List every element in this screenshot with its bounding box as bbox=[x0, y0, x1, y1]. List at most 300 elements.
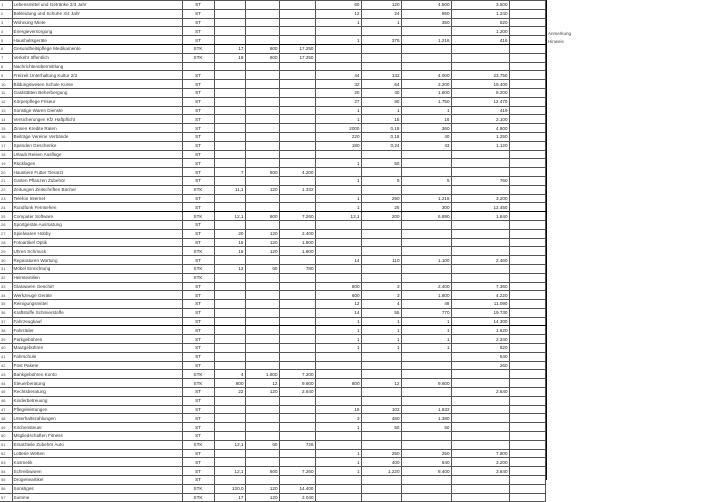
value-cell[interactable] bbox=[245, 132, 279, 141]
value-cell[interactable]: 540 bbox=[451, 352, 509, 361]
row-number-cell[interactable]: 57 bbox=[0, 493, 12, 502]
value-cell[interactable]: 820 bbox=[451, 344, 509, 353]
value-cell[interactable]: 4.220 bbox=[451, 291, 509, 300]
value-cell[interactable] bbox=[279, 124, 315, 133]
value-cell[interactable]: 12 bbox=[361, 379, 401, 388]
unit-cell[interactable]: STK bbox=[182, 44, 214, 53]
value-cell[interactable]: 64 bbox=[361, 80, 401, 89]
value-cell[interactable] bbox=[279, 203, 315, 212]
value-cell[interactable]: 770 bbox=[401, 308, 451, 317]
value-cell[interactable]: 7.360 bbox=[451, 282, 509, 291]
value-cell[interactable] bbox=[214, 88, 245, 97]
value-cell[interactable] bbox=[245, 344, 279, 353]
value-cell[interactable] bbox=[214, 97, 245, 106]
value-cell[interactable] bbox=[509, 220, 545, 229]
value-cell[interactable] bbox=[279, 300, 315, 309]
description-cell[interactable]: Sportgeräte Ausrüstung bbox=[12, 220, 182, 229]
value-cell[interactable] bbox=[451, 440, 509, 449]
unit-cell[interactable]: ST bbox=[182, 115, 214, 124]
row-number-cell[interactable]: 25 bbox=[0, 212, 12, 221]
unit-cell[interactable]: ST bbox=[182, 106, 214, 115]
value-cell[interactable] bbox=[245, 71, 279, 80]
value-cell[interactable]: 2.400 bbox=[401, 282, 451, 291]
value-cell[interactable] bbox=[279, 352, 315, 361]
description-cell[interactable]: Beiträge Vereine Verbände bbox=[12, 132, 182, 141]
value-cell[interactable] bbox=[245, 335, 279, 344]
row-number-cell[interactable]: 22 bbox=[0, 185, 12, 194]
value-cell[interactable]: 419 bbox=[451, 106, 509, 115]
description-cell[interactable]: Heimtextilien bbox=[12, 273, 182, 282]
value-cell[interactable]: 40 bbox=[361, 88, 401, 97]
description-cell[interactable]: Gaststätten Beherbergung bbox=[12, 88, 182, 97]
value-cell[interactable] bbox=[401, 229, 451, 238]
value-cell[interactable]: 20 bbox=[214, 229, 245, 238]
value-cell[interactable]: 1.800 bbox=[279, 247, 315, 256]
row-number-cell[interactable]: 12 bbox=[0, 97, 12, 106]
unit-cell[interactable]: STK bbox=[182, 484, 214, 493]
description-cell[interactable]: Rücklagen bbox=[12, 159, 182, 168]
value-cell[interactable] bbox=[451, 247, 509, 256]
description-cell[interactable]: Mautgebühren bbox=[12, 344, 182, 353]
value-cell[interactable] bbox=[279, 396, 315, 405]
unit-cell[interactable]: ST bbox=[182, 80, 214, 89]
value-cell[interactable]: 1 bbox=[315, 159, 361, 168]
value-cell[interactable]: 1.100 bbox=[401, 256, 451, 265]
row-number-cell[interactable]: 6 bbox=[0, 44, 12, 53]
value-cell[interactable]: 27 bbox=[315, 97, 361, 106]
value-cell[interactable] bbox=[214, 344, 245, 353]
description-cell[interactable]: Ersatzteile Zubehör Auto bbox=[12, 440, 182, 449]
value-cell[interactable] bbox=[451, 150, 509, 159]
value-cell[interactable] bbox=[214, 62, 245, 71]
row-number-cell[interactable]: 32 bbox=[0, 273, 12, 282]
value-cell[interactable] bbox=[315, 62, 361, 71]
value-cell[interactable] bbox=[279, 18, 315, 27]
value-cell[interactable] bbox=[245, 476, 279, 485]
value-cell[interactable] bbox=[214, 414, 245, 423]
value-cell[interactable] bbox=[214, 273, 245, 282]
value-cell[interactable]: 80 bbox=[361, 97, 401, 106]
value-cell[interactable] bbox=[245, 405, 279, 414]
unit-cell[interactable]: ST bbox=[182, 159, 214, 168]
description-cell[interactable]: Urlaub Reisen Ausflüge bbox=[12, 150, 182, 159]
row-number-cell[interactable]: 42 bbox=[0, 361, 12, 370]
value-cell[interactable] bbox=[214, 27, 245, 36]
value-cell[interactable] bbox=[451, 273, 509, 282]
value-cell[interactable]: 1.220 bbox=[361, 467, 401, 476]
value-cell[interactable]: 1.620 bbox=[451, 326, 509, 335]
value-cell[interactable] bbox=[401, 370, 451, 379]
value-cell[interactable] bbox=[245, 18, 279, 27]
description-cell[interactable]: Unterhaltszahlungen bbox=[12, 414, 182, 423]
value-cell[interactable]: 120 bbox=[245, 247, 279, 256]
row-number-cell[interactable]: 55 bbox=[0, 476, 12, 485]
description-cell[interactable]: Bildungswesen Schule Kurse bbox=[12, 80, 182, 89]
value-cell[interactable] bbox=[509, 493, 545, 502]
value-cell[interactable]: 12 bbox=[245, 379, 279, 388]
unit-cell[interactable]: STK bbox=[182, 264, 214, 273]
description-cell[interactable]: Zeitungen Zeitschriften Bücher bbox=[12, 185, 182, 194]
value-cell[interactable]: 360 bbox=[401, 124, 451, 133]
unit-cell[interactable]: ST bbox=[182, 344, 214, 353]
unit-cell[interactable]: ST bbox=[182, 124, 214, 133]
value-cell[interactable]: 600 bbox=[245, 212, 279, 221]
unit-cell[interactable]: ST bbox=[182, 388, 214, 397]
row-number-cell[interactable]: 2 bbox=[0, 9, 12, 18]
value-cell[interactable]: 8.200 bbox=[451, 88, 509, 97]
value-cell[interactable] bbox=[214, 150, 245, 159]
value-cell[interactable] bbox=[451, 220, 509, 229]
value-cell[interactable] bbox=[315, 229, 361, 238]
value-cell[interactable] bbox=[451, 44, 509, 53]
value-cell[interactable]: 12,1 bbox=[214, 212, 245, 221]
unit-cell[interactable]: ST bbox=[182, 361, 214, 370]
value-cell[interactable] bbox=[361, 432, 401, 441]
value-cell[interactable] bbox=[509, 71, 545, 80]
value-cell[interactable]: 15 bbox=[214, 238, 245, 247]
value-cell[interactable] bbox=[245, 432, 279, 441]
value-cell[interactable] bbox=[245, 27, 279, 36]
value-cell[interactable] bbox=[279, 115, 315, 124]
value-cell[interactable] bbox=[361, 220, 401, 229]
value-cell[interactable] bbox=[509, 238, 545, 247]
description-cell[interactable]: Nachrichtenübermittlung bbox=[12, 62, 182, 71]
value-cell[interactable]: 2.100 bbox=[451, 115, 509, 124]
value-cell[interactable] bbox=[509, 326, 545, 335]
value-cell[interactable] bbox=[451, 229, 509, 238]
value-cell[interactable]: 9.600 bbox=[401, 379, 451, 388]
value-cell[interactable]: 4 bbox=[361, 300, 401, 309]
value-cell[interactable] bbox=[245, 115, 279, 124]
value-cell[interactable] bbox=[279, 27, 315, 36]
value-cell[interactable] bbox=[214, 71, 245, 80]
value-cell[interactable]: 16 bbox=[315, 405, 361, 414]
value-cell[interactable]: 17.250 bbox=[279, 53, 315, 62]
row-number-cell[interactable]: 1 bbox=[0, 1, 12, 10]
description-cell[interactable]: Bankgebühren Konto bbox=[12, 370, 182, 379]
value-cell[interactable] bbox=[509, 379, 545, 388]
value-cell[interactable] bbox=[315, 27, 361, 36]
value-cell[interactable] bbox=[509, 115, 545, 124]
value-cell[interactable]: 19.400 bbox=[451, 80, 509, 89]
value-cell[interactable] bbox=[315, 361, 361, 370]
value-cell[interactable]: 18 bbox=[214, 53, 245, 62]
value-cell[interactable] bbox=[509, 212, 545, 221]
value-cell[interactable] bbox=[279, 361, 315, 370]
value-cell[interactable]: 1 bbox=[315, 106, 361, 115]
value-cell[interactable] bbox=[315, 168, 361, 177]
description-cell[interactable]: Computer Software bbox=[12, 212, 182, 221]
value-cell[interactable] bbox=[451, 370, 509, 379]
value-cell[interactable]: 14.400 bbox=[279, 484, 315, 493]
unit-cell[interactable]: STK bbox=[182, 53, 214, 62]
value-cell[interactable] bbox=[279, 458, 315, 467]
value-cell[interactable] bbox=[361, 352, 401, 361]
value-cell[interactable]: 60 bbox=[245, 440, 279, 449]
value-cell[interactable]: 800 bbox=[315, 379, 361, 388]
value-cell[interactable] bbox=[214, 291, 245, 300]
value-cell[interactable] bbox=[245, 176, 279, 185]
value-cell[interactable]: 4.800 bbox=[451, 124, 509, 133]
value-cell[interactable] bbox=[451, 264, 509, 273]
value-cell[interactable] bbox=[451, 185, 509, 194]
value-cell[interactable] bbox=[509, 176, 545, 185]
value-cell[interactable]: 55 bbox=[361, 308, 401, 317]
value-cell[interactable] bbox=[245, 414, 279, 423]
row-number-cell[interactable]: 49 bbox=[0, 423, 12, 432]
value-cell[interactable] bbox=[509, 484, 545, 493]
value-cell[interactable] bbox=[315, 44, 361, 53]
value-cell[interactable] bbox=[279, 317, 315, 326]
unit-cell[interactable]: ST bbox=[182, 132, 214, 141]
value-cell[interactable] bbox=[214, 326, 245, 335]
unit-cell[interactable]: ST bbox=[182, 326, 214, 335]
description-cell[interactable]: Glaswaren Geschirr bbox=[12, 282, 182, 291]
value-cell[interactable] bbox=[509, 414, 545, 423]
value-cell[interactable] bbox=[279, 97, 315, 106]
value-cell[interactable] bbox=[509, 335, 545, 344]
value-cell[interactable] bbox=[214, 458, 245, 467]
value-cell[interactable]: 400 bbox=[361, 458, 401, 467]
value-cell[interactable] bbox=[279, 220, 315, 229]
value-cell[interactable]: 17 bbox=[214, 44, 245, 53]
row-number-cell[interactable]: 4 bbox=[0, 27, 12, 36]
value-cell[interactable] bbox=[361, 185, 401, 194]
row-number-cell[interactable]: 19 bbox=[0, 159, 12, 168]
description-cell[interactable]: Summe bbox=[12, 493, 182, 502]
description-cell[interactable]: Wohnung Miete bbox=[12, 18, 182, 27]
row-number-cell[interactable]: 14 bbox=[0, 115, 12, 124]
unit-cell[interactable]: ST bbox=[182, 458, 214, 467]
value-cell[interactable] bbox=[509, 467, 545, 476]
value-cell[interactable] bbox=[214, 432, 245, 441]
value-cell[interactable]: 1 bbox=[315, 326, 361, 335]
value-cell[interactable]: 1.800 bbox=[401, 88, 451, 97]
value-cell[interactable]: 1 bbox=[361, 335, 401, 344]
value-cell[interactable]: 1 bbox=[315, 458, 361, 467]
value-cell[interactable]: 7.260 bbox=[279, 212, 315, 221]
value-cell[interactable] bbox=[451, 432, 509, 441]
value-cell[interactable] bbox=[361, 440, 401, 449]
description-cell[interactable]: Gesundheitspflege Medikamente bbox=[12, 44, 182, 53]
description-cell[interactable]: Rechtsberatung bbox=[12, 388, 182, 397]
row-number-cell[interactable]: 43 bbox=[0, 370, 12, 379]
value-cell[interactable] bbox=[245, 300, 279, 309]
value-cell[interactable] bbox=[451, 159, 509, 168]
row-number-cell[interactable]: 3 bbox=[0, 18, 12, 27]
description-cell[interactable]: Fahrzeugkauf bbox=[12, 317, 182, 326]
unit-cell[interactable]: ST bbox=[182, 308, 214, 317]
value-cell[interactable] bbox=[509, 370, 545, 379]
value-cell[interactable] bbox=[361, 150, 401, 159]
value-cell[interactable] bbox=[509, 27, 545, 36]
value-cell[interactable] bbox=[451, 396, 509, 405]
value-cell[interactable] bbox=[245, 124, 279, 133]
value-cell[interactable]: 375 bbox=[361, 36, 401, 45]
value-cell[interactable] bbox=[245, 396, 279, 405]
row-number-cell[interactable]: 26 bbox=[0, 220, 12, 229]
value-cell[interactable] bbox=[245, 361, 279, 370]
value-cell[interactable]: 4.200 bbox=[279, 168, 315, 177]
value-cell[interactable] bbox=[245, 291, 279, 300]
value-cell[interactable]: 290 bbox=[361, 194, 401, 203]
value-cell[interactable]: 120 bbox=[245, 185, 279, 194]
row-number-cell[interactable]: 17 bbox=[0, 141, 12, 150]
value-cell[interactable]: 120 bbox=[245, 238, 279, 247]
value-cell[interactable] bbox=[509, 291, 545, 300]
value-cell[interactable]: 800 bbox=[214, 379, 245, 388]
unit-cell[interactable]: ST bbox=[182, 414, 214, 423]
row-number-cell[interactable]: 37 bbox=[0, 317, 12, 326]
value-cell[interactable] bbox=[509, 256, 545, 265]
value-cell[interactable]: 1 bbox=[315, 317, 361, 326]
value-cell[interactable]: 200 bbox=[361, 212, 401, 221]
value-cell[interactable] bbox=[245, 62, 279, 71]
value-cell[interactable] bbox=[401, 62, 451, 71]
value-cell[interactable] bbox=[245, 256, 279, 265]
value-cell[interactable] bbox=[245, 88, 279, 97]
value-cell[interactable]: 600 bbox=[245, 467, 279, 476]
value-cell[interactable] bbox=[245, 194, 279, 203]
value-cell[interactable]: 300 bbox=[401, 203, 451, 212]
value-cell[interactable]: 23.750 bbox=[451, 71, 509, 80]
value-cell[interactable] bbox=[245, 97, 279, 106]
value-cell[interactable] bbox=[361, 229, 401, 238]
row-number-cell[interactable]: 29 bbox=[0, 247, 12, 256]
value-cell[interactable] bbox=[509, 150, 545, 159]
value-cell[interactable] bbox=[509, 388, 545, 397]
value-cell[interactable] bbox=[279, 256, 315, 265]
value-cell[interactable]: 0,18 bbox=[361, 124, 401, 133]
description-cell[interactable]: Spielwaren Hobby bbox=[12, 229, 182, 238]
unit-cell[interactable]: ST bbox=[182, 141, 214, 150]
value-cell[interactable]: 24 bbox=[361, 9, 401, 18]
value-cell[interactable] bbox=[401, 264, 451, 273]
value-cell[interactable]: 50 bbox=[361, 423, 401, 432]
value-cell[interactable]: 7.800 bbox=[451, 449, 509, 458]
value-cell[interactable]: 600 bbox=[245, 53, 279, 62]
value-cell[interactable] bbox=[315, 247, 361, 256]
unit-cell[interactable]: ST bbox=[182, 176, 214, 185]
value-cell[interactable] bbox=[509, 273, 545, 282]
description-cell[interactable]: Werkzeuge Geräte bbox=[12, 291, 182, 300]
value-cell[interactable] bbox=[509, 308, 545, 317]
value-cell[interactable] bbox=[279, 335, 315, 344]
unit-cell[interactable]: STK bbox=[182, 370, 214, 379]
value-cell[interactable] bbox=[451, 476, 509, 485]
value-cell[interactable] bbox=[401, 352, 451, 361]
value-cell[interactable] bbox=[361, 27, 401, 36]
value-cell[interactable]: 3.200 bbox=[401, 80, 451, 89]
value-cell[interactable]: 1 bbox=[401, 317, 451, 326]
row-number-cell[interactable]: 39 bbox=[0, 335, 12, 344]
row-number-cell[interactable]: 35 bbox=[0, 300, 12, 309]
value-cell[interactable]: 2.340 bbox=[451, 335, 509, 344]
description-cell[interactable]: Fahrräder bbox=[12, 326, 182, 335]
unit-cell[interactable]: ST bbox=[182, 256, 214, 265]
value-cell[interactable] bbox=[315, 53, 361, 62]
value-cell[interactable] bbox=[451, 423, 509, 432]
value-cell[interactable]: 250 bbox=[401, 449, 451, 458]
value-cell[interactable]: 5 bbox=[401, 176, 451, 185]
description-cell[interactable]: Haushaltsgeräte bbox=[12, 36, 182, 45]
value-cell[interactable]: 1 bbox=[361, 317, 401, 326]
value-cell[interactable] bbox=[361, 388, 401, 397]
value-cell[interactable]: 14 bbox=[315, 256, 361, 265]
value-cell[interactable]: 1.218 bbox=[401, 194, 451, 203]
value-cell[interactable]: 3 bbox=[315, 414, 361, 423]
value-cell[interactable]: 520 bbox=[451, 18, 509, 27]
value-cell[interactable] bbox=[214, 282, 245, 291]
value-cell[interactable]: 1 bbox=[315, 203, 361, 212]
value-cell[interactable]: 0,24 bbox=[361, 141, 401, 150]
value-cell[interactable] bbox=[401, 44, 451, 53]
value-cell[interactable] bbox=[214, 396, 245, 405]
value-cell[interactable]: 260 bbox=[451, 361, 509, 370]
value-cell[interactable]: 1.120 bbox=[451, 141, 509, 150]
value-cell[interactable]: 1.800 bbox=[279, 238, 315, 247]
unit-cell[interactable]: ST bbox=[182, 203, 214, 212]
value-cell[interactable] bbox=[245, 220, 279, 229]
value-cell[interactable] bbox=[214, 36, 245, 45]
description-cell[interactable]: Steuerberatung bbox=[12, 379, 182, 388]
value-cell[interactable]: 7.200 bbox=[279, 370, 315, 379]
unit-cell[interactable]: STK bbox=[182, 440, 214, 449]
value-cell[interactable] bbox=[279, 141, 315, 150]
description-cell[interactable]: Lebensmittel und Getränke 2/3 Jahr bbox=[12, 1, 182, 10]
value-cell[interactable]: 760 bbox=[451, 176, 509, 185]
value-cell[interactable]: 1 bbox=[315, 467, 361, 476]
value-cell[interactable] bbox=[509, 185, 545, 194]
value-cell[interactable] bbox=[509, 344, 545, 353]
value-cell[interactable]: 12 bbox=[315, 300, 361, 309]
row-number-cell[interactable]: 24 bbox=[0, 203, 12, 212]
value-cell[interactable]: 1 bbox=[315, 423, 361, 432]
value-cell[interactable] bbox=[361, 44, 401, 53]
value-cell[interactable]: 640 bbox=[401, 458, 451, 467]
value-cell[interactable]: 12 bbox=[315, 9, 361, 18]
value-cell[interactable]: 25 bbox=[361, 203, 401, 212]
row-number-cell[interactable]: 10 bbox=[0, 80, 12, 89]
value-cell[interactable] bbox=[279, 449, 315, 458]
value-cell[interactable] bbox=[509, 458, 545, 467]
unit-cell[interactable]: ST bbox=[182, 396, 214, 405]
value-cell[interactable] bbox=[509, 361, 545, 370]
value-cell[interactable] bbox=[315, 493, 361, 502]
value-cell[interactable] bbox=[509, 132, 545, 141]
value-cell[interactable] bbox=[279, 326, 315, 335]
row-number-cell[interactable]: 11 bbox=[0, 88, 12, 97]
unit-cell[interactable]: STK bbox=[182, 379, 214, 388]
value-cell[interactable] bbox=[401, 493, 451, 502]
value-cell[interactable] bbox=[401, 168, 451, 177]
value-cell[interactable]: 250 bbox=[361, 449, 401, 458]
value-cell[interactable] bbox=[509, 88, 545, 97]
value-cell[interactable] bbox=[245, 449, 279, 458]
unit-cell[interactable]: ST bbox=[182, 423, 214, 432]
value-cell[interactable] bbox=[401, 361, 451, 370]
value-cell[interactable]: 1 bbox=[401, 335, 451, 344]
row-number-cell[interactable]: 20 bbox=[0, 168, 12, 177]
value-cell[interactable]: 1 bbox=[315, 344, 361, 353]
value-cell[interactable] bbox=[214, 203, 245, 212]
value-cell[interactable]: 48 bbox=[401, 300, 451, 309]
value-cell[interactable]: 1 bbox=[401, 326, 451, 335]
value-cell[interactable] bbox=[245, 308, 279, 317]
row-number-cell[interactable]: 15 bbox=[0, 124, 12, 133]
description-cell[interactable]: Rundfunk Fernsehen bbox=[12, 203, 182, 212]
value-cell[interactable] bbox=[401, 159, 451, 168]
